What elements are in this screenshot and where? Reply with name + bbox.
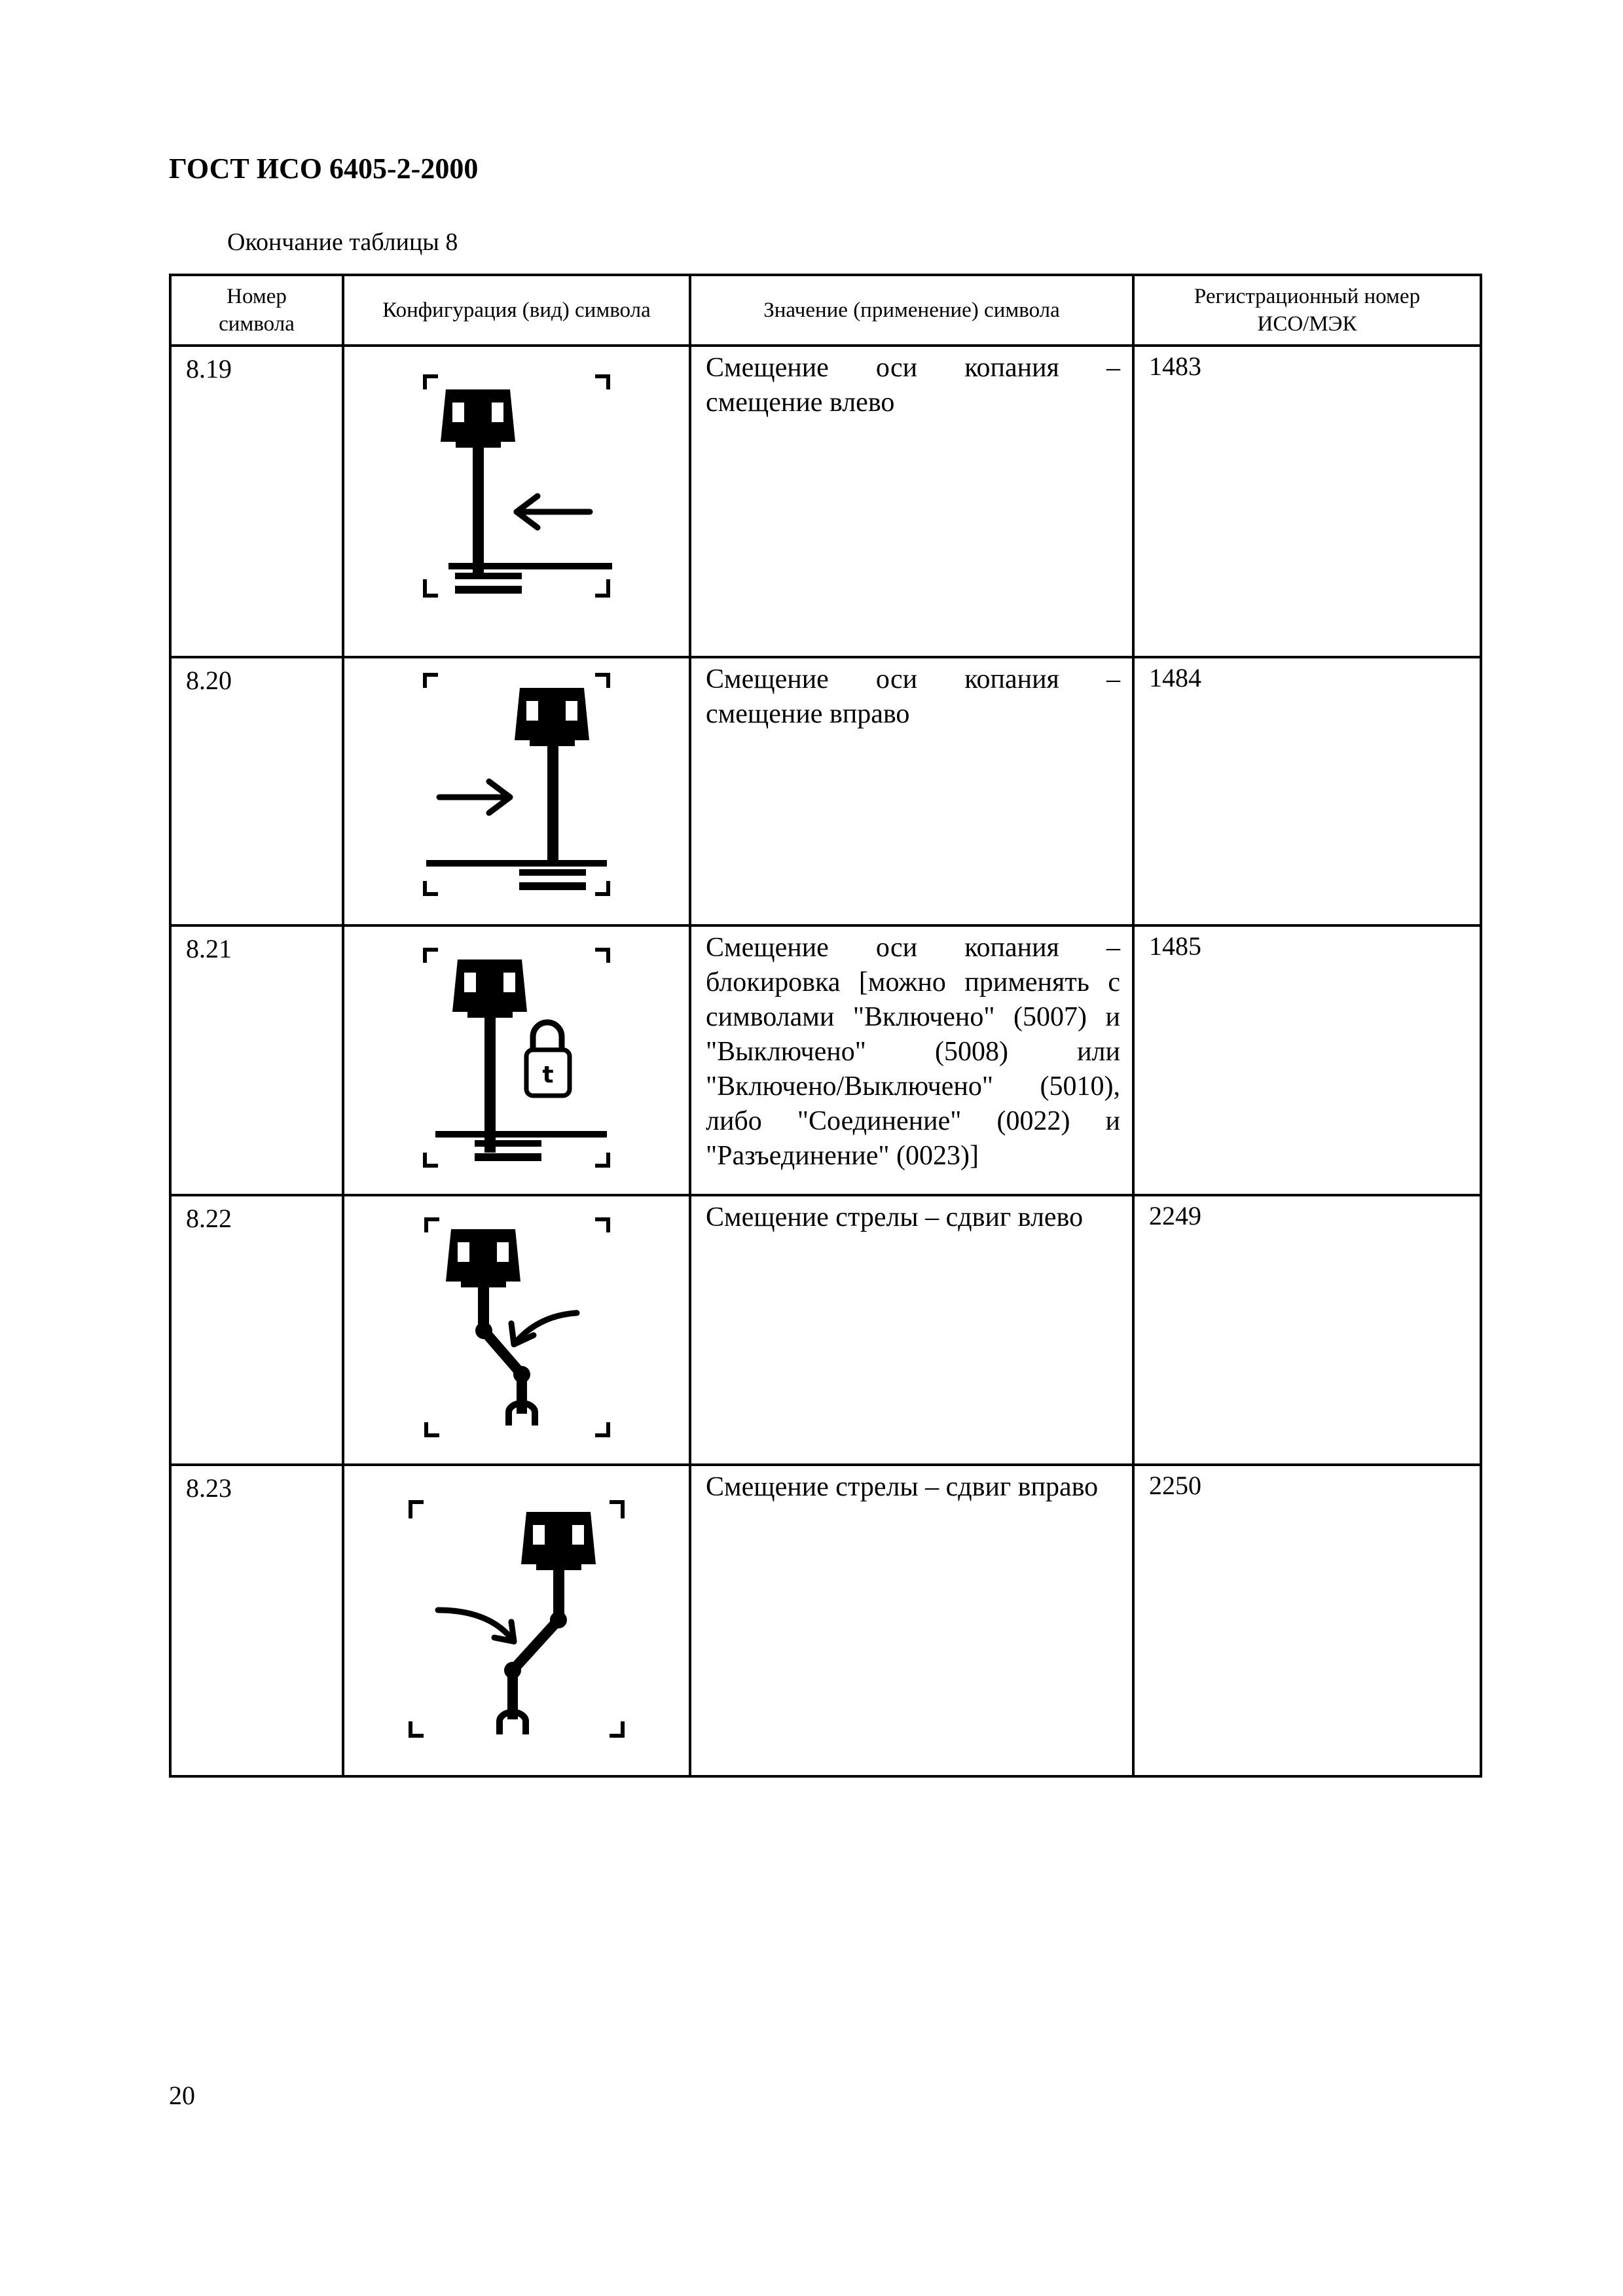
- document-title: ГОСТ ИСО 6405-2-2000: [169, 152, 479, 185]
- symbol-meaning: Смещение оси копания – смещение вправо: [690, 657, 1133, 925]
- symbols-table: [169, 274, 1482, 1778]
- symbol-meaning: Смещение оси копания – смещение влево: [690, 346, 1133, 657]
- col-header-reg: Регистрационный номер ИСО/МЭК: [1133, 275, 1481, 346]
- symbol-number: 8.19: [170, 346, 343, 657]
- boom-swing-right-icon: [392, 1466, 641, 1767]
- symbol-meaning: Смещение оси копания – блокировка [можно применять с символами "Включено" (5007) и "Выключено" (5008) или "Включено/Выключено" (5010), либо "Соединение" (0022) и "Разъединение" (0023)]: [690, 925, 1133, 1195]
- symbol-meaning: Смещение стрелы – сдвиг влево: [690, 1195, 1133, 1465]
- col-header-number: Номер символа: [170, 275, 343, 346]
- col-header-config: Конфигурация (вид) символа: [343, 275, 690, 346]
- symbol-number: 8.20: [170, 657, 343, 925]
- table-row: [170, 925, 1481, 1195]
- registration-number: 2250: [1133, 1465, 1481, 1776]
- page-number: 20: [169, 2081, 195, 2110]
- table-header-row: [170, 275, 1481, 346]
- col-header-meaning: Значение (применение) символа: [690, 275, 1133, 346]
- bucket-shift-right-icon: [399, 658, 634, 920]
- registration-number: 2249: [1133, 1195, 1481, 1465]
- registration-number: 1483: [1133, 346, 1481, 657]
- bucket-shift-lock-icon: [399, 927, 634, 1189]
- table-caption: Окончание таблицы 8: [227, 228, 458, 256]
- boom-swing-left-icon: [399, 1196, 634, 1458]
- symbol-number: 8.22: [170, 1195, 343, 1465]
- svg-text:t: t: [542, 1062, 554, 1088]
- table-row: [170, 657, 1481, 925]
- registration-number: 1485: [1133, 925, 1481, 1195]
- table-row: [170, 1195, 1481, 1465]
- table-row: [170, 346, 1481, 657]
- registration-number: 1484: [1133, 657, 1481, 925]
- symbol-number: 8.23: [170, 1465, 343, 1776]
- symbol-number: 8.21: [170, 925, 343, 1195]
- symbol-meaning: Смещение стрелы – сдвиг вправо: [690, 1465, 1133, 1776]
- table-row: [170, 1465, 1481, 1776]
- bucket-shift-left-icon: [399, 347, 634, 622]
